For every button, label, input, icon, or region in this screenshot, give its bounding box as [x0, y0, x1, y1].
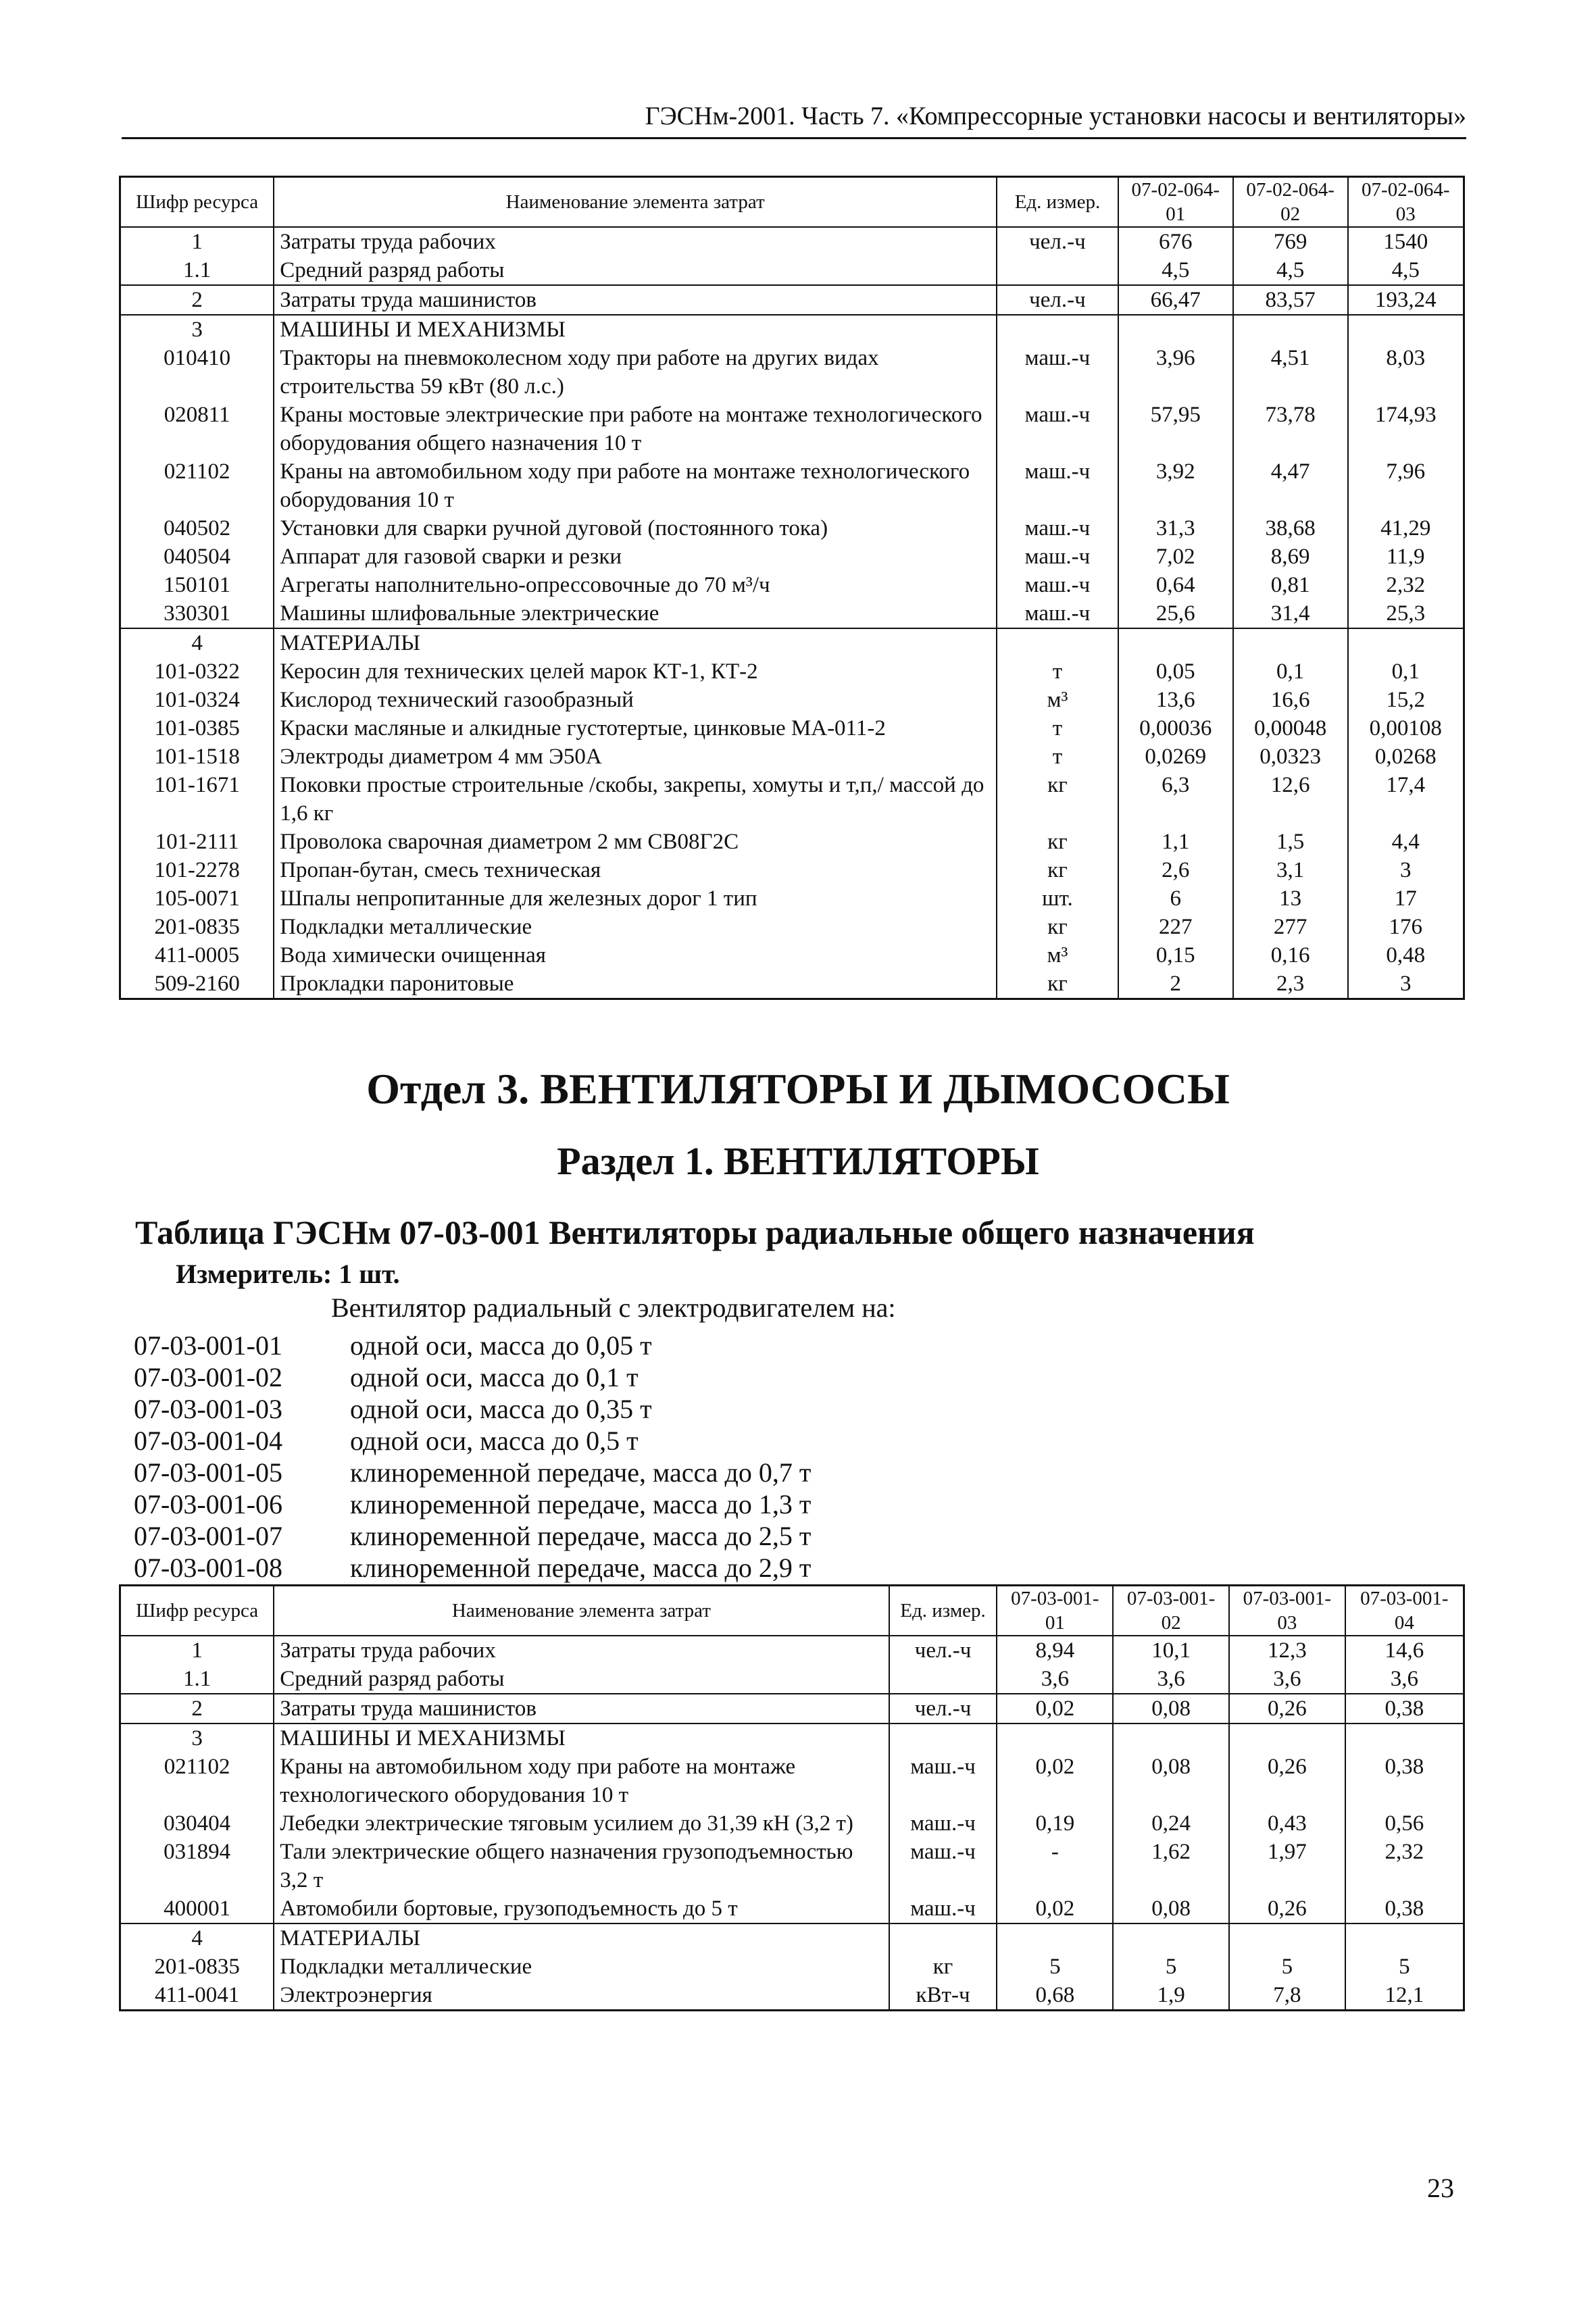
norm-value: 0,56 [1345, 1809, 1464, 1838]
norm-value: 193,24 [1348, 285, 1464, 315]
table-row [120, 1724, 1464, 1753]
code-list-item [134, 1361, 811, 1393]
resource-code: 1.1 [120, 1665, 274, 1694]
norm-value: 8,03 [1348, 344, 1464, 401]
resource-code: 3 [120, 315, 274, 344]
norm-description: клиноременной передаче, масса до 1,3 т [350, 1489, 812, 1519]
table-row [120, 657, 1464, 686]
resource-unit [997, 256, 1118, 285]
norm-value [1118, 315, 1233, 344]
resource-unit: маш.-ч [889, 1894, 997, 1923]
norm-value: 0,05 [1118, 657, 1233, 686]
resource-code: 101-2278 [120, 856, 274, 884]
resource-code: 509-2160 [120, 970, 274, 999]
resource-unit [889, 1724, 997, 1753]
table-row [120, 315, 1464, 344]
resource-code: 330301 [120, 599, 274, 628]
resource-unit: кВт-ч [889, 1981, 997, 2011]
resource-unit: маш.-ч [997, 514, 1118, 543]
resource-unit: т [997, 743, 1118, 771]
resource-code: 201-0835 [120, 913, 274, 941]
norm-value: 6,3 [1118, 771, 1233, 828]
col-header-norm-2: 07-03-001-02 [1113, 1586, 1229, 1636]
norm-code: 07-03-001-02 [134, 1362, 282, 1392]
norm-value: 0,26 [1229, 1894, 1345, 1923]
norm-value: 7,02 [1118, 543, 1233, 571]
resource-code: 020811 [120, 401, 274, 457]
table-header-row [120, 177, 1464, 228]
norm-value: 14,6 [1345, 1636, 1464, 1665]
resource-name: Краны мостовые электрические при работе на монтаже технологического оборудования общего назначения 10 т [274, 401, 997, 457]
resource-name: Краны на автомобильном ходу при работе на монтаже технологического оборудования 10 т [274, 1753, 889, 1809]
table-header-row [120, 1586, 1464, 1636]
table-row [120, 1838, 1464, 1894]
resource-name: Затраты труда рабочих [274, 1636, 889, 1665]
norm-value: 6 [1118, 884, 1233, 913]
norm-value: 31,4 [1233, 599, 1348, 628]
resource-name: Краски масляные и алкидные густотертые, цинковые МА-011-2 [274, 714, 997, 743]
table-row [120, 457, 1464, 514]
resource-code: 101-0322 [120, 657, 274, 686]
resource-code: 4 [120, 1923, 274, 1953]
norm-value: 17,4 [1348, 771, 1464, 828]
norm-value [1345, 1923, 1464, 1953]
norm-value: 0,0323 [1233, 743, 1348, 771]
resource-code: 411-0041 [120, 1981, 274, 2011]
resource-name: Агрегаты наполнительно-опрессовочные до 70 м³/ч [274, 571, 997, 599]
norm-value: 0,19 [997, 1809, 1113, 1838]
table-row [120, 1894, 1464, 1923]
resource-unit: чел.-ч [889, 1694, 997, 1724]
norm-value: 3,6 [1229, 1665, 1345, 1694]
resource-name: МАШИНЫ И МЕХАНИЗМЫ [274, 315, 997, 344]
norm-value: 2,6 [1118, 856, 1233, 884]
norm-value: 3 [1348, 856, 1464, 884]
norm-value: 5 [1345, 1953, 1464, 1981]
table-row [120, 714, 1464, 743]
norm-value: 0,0268 [1348, 743, 1464, 771]
resource-name: Кислород технический газообразный [274, 686, 997, 714]
table-row [120, 1753, 1464, 1809]
code-list-item [134, 1552, 811, 1584]
resource-name: Поковки простые строительные /скобы, закрепы, хомуты и т,п,/ массой до 1,6 кг [274, 771, 997, 828]
resource-code: 1 [120, 1636, 274, 1665]
norm-value: 2,32 [1348, 571, 1464, 599]
norm-value: 13 [1233, 884, 1348, 913]
resource-name: Подкладки металлические [274, 913, 997, 941]
resource-name: Краны на автомобильном ходу при работе на монтаже технологического оборудования 10 т [274, 457, 997, 514]
col-header-norm-4: 07-03-001-04 [1345, 1586, 1464, 1636]
resource-code: 010410 [120, 344, 274, 401]
code-list-item [134, 1457, 811, 1488]
norm-value: 0,15 [1118, 941, 1233, 970]
table-row [120, 256, 1464, 285]
norm-value: 16,6 [1233, 686, 1348, 714]
norm-value: 176 [1348, 913, 1464, 941]
norm-description: клиноременной передаче, масса до 2,9 т [350, 1553, 812, 1583]
norm-code: 07-03-001-08 [134, 1553, 282, 1583]
resource-name: Керосин для технических целей марок КТ-1, КТ-2 [274, 657, 997, 686]
code-list-item [134, 1488, 811, 1520]
norm-value: - [997, 1838, 1113, 1894]
norm-value: 4,51 [1233, 344, 1348, 401]
norm-value: 0,68 [997, 1981, 1113, 2011]
norm-value: 5 [1229, 1953, 1345, 1981]
resource-unit [889, 1923, 997, 1953]
resource-code: 101-1518 [120, 743, 274, 771]
norm-value: 1,62 [1113, 1838, 1229, 1894]
norm-value: 1,9 [1113, 1981, 1229, 2011]
col-header-name: Наименование элемента затрат [274, 1586, 889, 1636]
norm-value: 0,1 [1348, 657, 1464, 686]
norm-value: 4,47 [1233, 457, 1348, 514]
resource-code: 021102 [120, 457, 274, 514]
resource-code: 101-2111 [120, 828, 274, 856]
resource-unit [889, 1665, 997, 1694]
resource-unit: м³ [997, 941, 1118, 970]
resource-code: 031894 [120, 1838, 274, 1894]
norm-value: 0,08 [1113, 1894, 1229, 1923]
resource-code: 201-0835 [120, 1953, 274, 1981]
norm-value: 3,96 [1118, 344, 1233, 401]
resource-name: Аппарат для газовой сварки и резки [274, 543, 997, 571]
resource-name: Установки для сварки ручной дуговой (постоянного тока) [274, 514, 997, 543]
norm-value: 277 [1233, 913, 1348, 941]
resource-table-2 [119, 1584, 1465, 2011]
norm-description: одной оси, масса до 0,5 т [350, 1426, 639, 1456]
resource-unit: маш.-ч [997, 401, 1118, 457]
table-row [120, 913, 1464, 941]
norm-value: 0,26 [1229, 1753, 1345, 1809]
resource-unit: маш.-ч [997, 344, 1118, 401]
table-row [120, 1694, 1464, 1724]
table-row [120, 743, 1464, 771]
table-row [120, 344, 1464, 401]
table-row [120, 771, 1464, 828]
resource-unit: т [997, 657, 1118, 686]
resource-name: МАТЕРИАЛЫ [274, 1923, 889, 1953]
resource-name: Средний разряд работы [274, 256, 997, 285]
running-header: ГЭСНм-2001. Часть 7. «Компрессорные установки насосы и вентиляторы» [122, 101, 1466, 139]
resource-unit: маш.-ч [997, 543, 1118, 571]
norm-value: 12,1 [1345, 1981, 1464, 2011]
norm-value: 1,1 [1118, 828, 1233, 856]
norm-value: 41,29 [1348, 514, 1464, 543]
norm-value: 7,8 [1229, 1981, 1345, 2011]
resource-code: 101-0324 [120, 686, 274, 714]
norm-value: 3,6 [1345, 1665, 1464, 1694]
resource-unit: кг [997, 828, 1118, 856]
table-row [120, 599, 1464, 628]
resource-name: Лебедки электрические тяговым усилием до 31,39 кН (3,2 т) [274, 1809, 889, 1838]
resource-code: 1 [120, 227, 274, 256]
norm-value: 2,3 [1233, 970, 1348, 999]
norm-code: 07-03-001-05 [134, 1457, 282, 1488]
resource-code: 030404 [120, 1809, 274, 1838]
norm-value: 0,38 [1345, 1753, 1464, 1809]
norm-value: 0,1 [1233, 657, 1348, 686]
table-row [120, 1636, 1464, 1665]
norm-value [1233, 315, 1348, 344]
table-title: Таблица ГЭСНм 07-03-001 Вентиляторы радиальные общего назначения [135, 1213, 1255, 1251]
resource-code: 150101 [120, 571, 274, 599]
resource-name: МАШИНЫ И МЕХАНИЗМЫ [274, 1724, 889, 1753]
norm-value: 0,0269 [1118, 743, 1233, 771]
norm-value: 0,81 [1233, 571, 1348, 599]
norm-value: 0,16 [1233, 941, 1348, 970]
resource-unit: маш.-ч [889, 1753, 997, 1809]
norm-value: 12,6 [1233, 771, 1348, 828]
norm-code: 07-03-001-06 [134, 1489, 282, 1519]
resource-code: 411-0005 [120, 941, 274, 970]
col-header-unit: Ед. измер. [889, 1586, 997, 1636]
resource-unit: чел.-ч [997, 227, 1118, 256]
resource-unit [997, 315, 1118, 344]
norm-description: клиноременной передаче, масса до 2,5 т [350, 1521, 812, 1551]
norm-value: 25,3 [1348, 599, 1464, 628]
norm-value: 8,94 [997, 1636, 1113, 1665]
resource-unit: маш.-ч [997, 457, 1118, 514]
col-header-norm-1: 07-03-001-01 [997, 1586, 1113, 1636]
table-row [120, 686, 1464, 714]
norm-value: 0,38 [1345, 1894, 1464, 1923]
table-row [120, 543, 1464, 571]
norm-value: 3,6 [1113, 1665, 1229, 1694]
norm-value: 83,57 [1233, 285, 1348, 315]
norm-value: 769 [1233, 227, 1348, 256]
resource-code: 2 [120, 1694, 274, 1724]
norm-code: 07-03-001-01 [134, 1330, 282, 1361]
resource-code: 021102 [120, 1753, 274, 1809]
col-header-code: Шифр ресурса [120, 177, 274, 228]
table-row [120, 628, 1464, 657]
resource-unit [997, 628, 1118, 657]
resource-unit: кг [997, 913, 1118, 941]
norm-description: клиноременной передаче, масса до 0,7 т [350, 1457, 812, 1488]
col-header-name: Наименование элемента затрат [274, 177, 997, 228]
resource-name: Тали электрические общего назначения грузоподъемностью 3,2 т [274, 1838, 889, 1894]
norm-value: 0,08 [1113, 1694, 1229, 1724]
norm-value: 2 [1118, 970, 1233, 999]
norm-value: 0,43 [1229, 1809, 1345, 1838]
norm-value: 174,93 [1348, 401, 1464, 457]
resource-name: Затраты труда рабочих [274, 227, 997, 256]
norm-value: 0,24 [1113, 1809, 1229, 1838]
resource-name: Пропан-бутан, смесь техническая [274, 856, 997, 884]
resource-name: Затраты труда машинистов [274, 1694, 889, 1724]
table-row [120, 285, 1464, 315]
norm-value: 0,02 [997, 1753, 1113, 1809]
norm-value: 0,02 [997, 1694, 1113, 1724]
resource-name: Проволока сварочная диаметром 2 мм СВ08Г2С [274, 828, 997, 856]
resource-unit: кг [997, 771, 1118, 828]
norm-value: 0,00036 [1118, 714, 1233, 743]
norm-description: одной оси, масса до 0,05 т [350, 1330, 652, 1361]
norm-value: 0,26 [1229, 1694, 1345, 1724]
table-row [120, 227, 1464, 256]
norm-value: 2,32 [1345, 1838, 1464, 1894]
norm-value [997, 1724, 1113, 1753]
norm-value: 17 [1348, 884, 1464, 913]
norm-code: 07-03-001-03 [134, 1394, 282, 1424]
norm-value: 0,48 [1348, 941, 1464, 970]
resource-code: 040502 [120, 514, 274, 543]
norm-value [1345, 1724, 1464, 1753]
norm-value: 11,9 [1348, 543, 1464, 571]
table-row [120, 941, 1464, 970]
resource-unit: чел.-ч [889, 1636, 997, 1665]
resource-code: 3 [120, 1724, 274, 1753]
code-list [134, 1330, 811, 1584]
resource-code: 4 [120, 628, 274, 657]
resource-unit: м³ [997, 686, 1118, 714]
norm-value: 13,6 [1118, 686, 1233, 714]
norm-description: одной оси, масса до 0,35 т [350, 1394, 652, 1424]
norm-value: 0,00048 [1233, 714, 1348, 743]
measure-unit: Измеритель: 1 шт. [176, 1259, 400, 1289]
norm-value: 5 [997, 1953, 1113, 1981]
resource-name: Затраты труда машинистов [274, 285, 997, 315]
resource-name: Прокладки паронитовые [274, 970, 997, 999]
norm-value: 10,1 [1113, 1636, 1229, 1665]
norm-value: 4,4 [1348, 828, 1464, 856]
norm-value [1113, 1923, 1229, 1953]
norm-description: одной оси, масса до 0,1 т [350, 1362, 639, 1392]
col-header-norm-3: 07-03-001-03 [1229, 1586, 1345, 1636]
resource-code: 400001 [120, 1894, 274, 1923]
code-list-item [134, 1393, 811, 1425]
resource-name: Подкладки металлические [274, 1953, 889, 1981]
resource-unit: маш.-ч [889, 1838, 997, 1894]
resource-code: 040504 [120, 543, 274, 571]
table-row [120, 514, 1464, 543]
resource-name: Электроды диаметром 4 мм Э50А [274, 743, 997, 771]
resource-name: МАТЕРИАЛЫ [274, 628, 997, 657]
norm-value: 15,2 [1348, 686, 1464, 714]
resource-unit: маш.-ч [889, 1809, 997, 1838]
resource-unit: кг [997, 970, 1118, 999]
norm-value: 3 [1348, 970, 1464, 999]
table-row [120, 1923, 1464, 1953]
norm-value: 57,95 [1118, 401, 1233, 457]
table-row [120, 884, 1464, 913]
norm-value: 0,00108 [1348, 714, 1464, 743]
norm-value [1348, 315, 1464, 344]
table-row [120, 1953, 1464, 1981]
norm-value: 12,3 [1229, 1636, 1345, 1665]
resource-code: 101-0385 [120, 714, 274, 743]
page-number: 23 [1427, 2173, 1454, 2203]
norm-value: 0,08 [1113, 1753, 1229, 1809]
norm-value: 5 [1113, 1953, 1229, 1981]
norm-value: 227 [1118, 913, 1233, 941]
resource-code: 1.1 [120, 256, 274, 285]
resource-name: Электроэнергия [274, 1981, 889, 2011]
norm-value: 31,3 [1118, 514, 1233, 543]
code-list-item [134, 1520, 811, 1552]
code-list-item [134, 1425, 811, 1457]
resource-code: 105-0071 [120, 884, 274, 913]
codes-intro: Вентилятор радиальный с электродвигателем на: [331, 1292, 896, 1323]
col-header-norm-1: 07-02-064-01 [1118, 177, 1233, 228]
norm-value: 0,64 [1118, 571, 1233, 599]
norm-value: 38,68 [1233, 514, 1348, 543]
table-row [120, 1665, 1464, 1694]
norm-value [997, 1923, 1113, 1953]
norm-value [1348, 628, 1464, 657]
col-header-norm-3: 07-02-064-03 [1348, 177, 1464, 228]
norm-value: 1,97 [1229, 1838, 1345, 1894]
resource-name: Средний разряд работы [274, 1665, 889, 1694]
norm-value: 0,02 [997, 1894, 1113, 1923]
norm-value: 4,5 [1348, 256, 1464, 285]
norm-value: 25,6 [1118, 599, 1233, 628]
norm-value [1233, 628, 1348, 657]
resource-name: Шпалы непропитанные для железных дорог 1 тип [274, 884, 997, 913]
table-row [120, 1981, 1464, 2011]
table-row [120, 828, 1464, 856]
norm-value: 3,92 [1118, 457, 1233, 514]
resource-code: 101-1671 [120, 771, 274, 828]
norm-value [1229, 1923, 1345, 1953]
norm-value: 1540 [1348, 227, 1464, 256]
table-row [120, 571, 1464, 599]
resource-unit: маш.-ч [997, 571, 1118, 599]
resource-unit: шт. [997, 884, 1118, 913]
norm-value: 4,5 [1233, 256, 1348, 285]
col-header-norm-2: 07-02-064-02 [1233, 177, 1348, 228]
resource-code: 2 [120, 285, 274, 315]
norm-value: 1,5 [1233, 828, 1348, 856]
norm-value [1118, 628, 1233, 657]
norm-value: 8,69 [1233, 543, 1348, 571]
resource-name: Автомобили бортовые, грузоподъемность до 5 т [274, 1894, 889, 1923]
norm-value [1229, 1724, 1345, 1753]
norm-code: 07-03-001-04 [134, 1426, 282, 1456]
resource-unit: кг [997, 856, 1118, 884]
col-header-code: Шифр ресурса [120, 1586, 274, 1636]
table-row [120, 856, 1464, 884]
norm-code: 07-03-001-07 [134, 1521, 282, 1551]
resource-unit: чел.-ч [997, 285, 1118, 315]
resource-unit: маш.-ч [997, 599, 1118, 628]
section-title: Отдел 3. ВЕНТИЛЯТОРЫ И ДЫМОСОСЫ [366, 1065, 1230, 1113]
col-header-unit: Ед. измер. [997, 177, 1118, 228]
norm-value: 676 [1118, 227, 1233, 256]
code-list-item [134, 1330, 811, 1361]
norm-value: 3,1 [1233, 856, 1348, 884]
table-row [120, 1809, 1464, 1838]
norm-value: 4,5 [1118, 256, 1233, 285]
norm-value [1113, 1724, 1229, 1753]
resource-table-1 [119, 176, 1465, 1000]
resource-name: Вода химически очищенная [274, 941, 997, 970]
resource-name: Тракторы на пневмоколесном ходу при работе на других видах строительства 59 кВт (80 л.с.) [274, 344, 997, 401]
resource-name: Машины шлифовальные электрические [274, 599, 997, 628]
table-row [120, 970, 1464, 999]
resource-unit: т [997, 714, 1118, 743]
norm-value: 66,47 [1118, 285, 1233, 315]
resource-unit: кг [889, 1953, 997, 1981]
norm-value: 7,96 [1348, 457, 1464, 514]
norm-value: 0,38 [1345, 1694, 1464, 1724]
subsection-title: Раздел 1. ВЕНТИЛЯТОРЫ [557, 1139, 1039, 1183]
norm-value: 73,78 [1233, 401, 1348, 457]
norm-value: 3,6 [997, 1665, 1113, 1694]
table-row [120, 401, 1464, 457]
